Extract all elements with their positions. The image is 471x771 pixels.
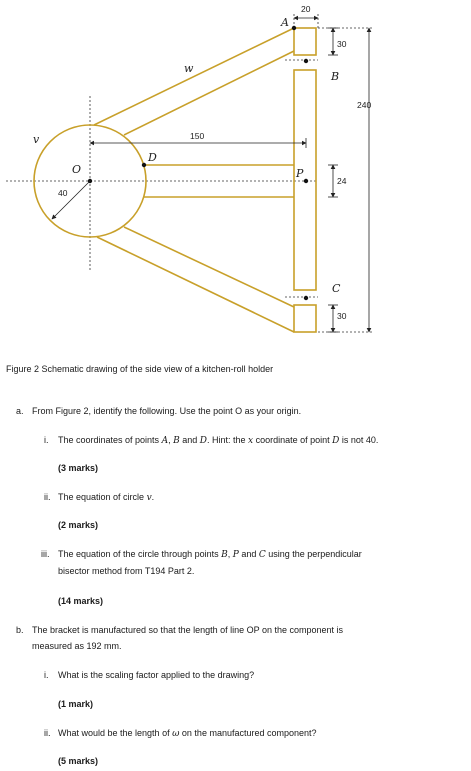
- label-B: B: [331, 70, 340, 83]
- point-P: [304, 179, 308, 183]
- dim-150-text: 150: [190, 131, 205, 141]
- question-a-i-marks: (3 marks): [58, 463, 99, 473]
- qbii-t2: on the manufactured component?: [179, 728, 317, 738]
- label-A: A: [281, 16, 289, 29]
- label-C: C: [332, 282, 341, 295]
- question-b-ii-num: ii.: [44, 728, 51, 738]
- dim-240-text: 240: [357, 100, 372, 110]
- qai-D: D: [199, 436, 207, 446]
- question-a-letter: a.: [16, 406, 24, 416]
- question-a-iii-marks: (14 marks): [58, 596, 104, 606]
- question-a-ii-text: [58, 491, 154, 505]
- question-a-ii-num: ii.: [44, 492, 51, 502]
- qai-t1: The coordinates of points: [58, 435, 162, 445]
- qaiii-P: P: [232, 550, 239, 560]
- qai-A: A: [161, 436, 169, 446]
- label-O: O: [72, 163, 82, 176]
- points: [88, 26, 308, 300]
- qai-D2: D: [332, 436, 340, 446]
- dim-20-text: 20: [301, 4, 311, 14]
- question-b-ii-marks: (5 marks): [58, 756, 99, 766]
- label-w: w: [184, 62, 194, 75]
- qaiii-B: B: [221, 550, 228, 560]
- qaii-v: v: [146, 493, 152, 503]
- question-b-ii-text: [58, 727, 317, 741]
- top-clip: [294, 28, 316, 55]
- question-b-i-marks: (1 mark): [58, 699, 94, 709]
- question-a-iii-text: [58, 548, 362, 562]
- qai-x: x: [247, 436, 254, 446]
- label-D: D: [148, 151, 157, 164]
- qaiii-comma: ,: [227, 549, 233, 559]
- point-D: [142, 163, 146, 167]
- qai-comma: ,: [168, 435, 174, 445]
- kitchen-roll-holder-figure: [0, 0, 471, 360]
- dimension-lines: [52, 18, 372, 332]
- question-b-line2: measured as 192 mm.: [32, 641, 122, 651]
- question-b-line1: The bracket is manufactured so that the length of line OP on the component is: [32, 625, 344, 635]
- question-b-i-num: i.: [44, 670, 49, 680]
- dim-40-text: 40: [58, 188, 68, 198]
- question-a-i-text: [58, 434, 378, 448]
- qaiii-C: C: [258, 550, 266, 560]
- qbii-w: ω: [172, 729, 180, 739]
- label-v: v: [33, 133, 40, 146]
- figure-caption: Figure 2 Schematic drawing of the side view of a kitchen-roll holder: [6, 364, 274, 374]
- question-a-text: From Figure 2, identify the following. Use the point O as your origin.: [32, 406, 302, 416]
- question-a-ii-marks: (2 marks): [58, 520, 99, 530]
- qaiii-and: and: [238, 549, 259, 559]
- question-a-iii-line2: bisector method from T194 Part 2.: [58, 566, 195, 576]
- dim-30-bottom-text: 30: [337, 311, 347, 321]
- point-A: [292, 26, 296, 30]
- dim-30-top-text: 30: [337, 39, 347, 49]
- point-B: [304, 59, 308, 63]
- question-b-i-text: What is the scaling factor applied to the drawing?: [58, 670, 255, 680]
- qaiii-t2: using the perpendicular: [265, 549, 362, 559]
- qaii-t1: The equation of circle: [58, 492, 147, 502]
- question-a-iii-num: iii.: [41, 549, 50, 559]
- qai-t4: is not 40.: [339, 435, 379, 445]
- qai-t3: coordinate of point: [253, 435, 333, 445]
- question-b-letter: b.: [16, 625, 24, 635]
- qai-B: B: [173, 436, 180, 446]
- point-C: [304, 296, 308, 300]
- figure-labels: [33, 4, 371, 321]
- bottom-clip: [294, 305, 316, 332]
- qai-and: and: [179, 435, 200, 445]
- dim-24-text: 24: [337, 176, 347, 186]
- qaiii-t1: The equation of the circle through points: [58, 549, 222, 559]
- bracket-outline: [34, 28, 316, 332]
- qai-t2: . Hint: the: [206, 435, 248, 445]
- label-P: P: [296, 167, 304, 180]
- qaii-t2: .: [151, 492, 155, 502]
- qbii-t1: What would be the length of: [58, 728, 173, 738]
- question-a-i-num: i.: [44, 435, 49, 445]
